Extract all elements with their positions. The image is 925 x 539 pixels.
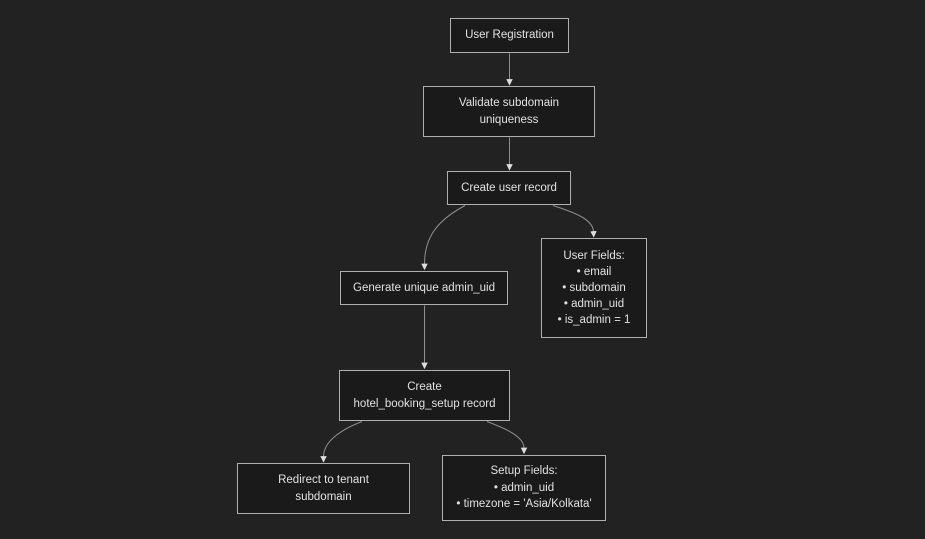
node-create-user-record bbox=[447, 171, 571, 205]
node-label-line: • timezone = 'Asia/Kolkata' bbox=[456, 498, 592, 511]
node-label-line: Validate subdomain bbox=[458, 97, 560, 109]
node-user-registration bbox=[450, 18, 569, 53]
node-label-line: • subdomain bbox=[562, 282, 626, 294]
node-generate-unique-admin-uid bbox=[340, 271, 508, 305]
node-label-line: Redirect to tenant bbox=[278, 474, 369, 486]
edge-create-user-record-to-user-fields bbox=[553, 206, 594, 232]
node-label-line: hotel_booking_setup record bbox=[353, 397, 496, 410]
edge-create-setup-record-to-setup-fields bbox=[487, 422, 524, 449]
node-user-fields bbox=[541, 238, 647, 338]
node-label-line: Generate unique admin_uid bbox=[353, 281, 495, 294]
node-create-hotel-booking-setup-record bbox=[339, 370, 510, 421]
node-setup-fields bbox=[442, 455, 606, 521]
node-label-line: • admin_uid bbox=[493, 481, 555, 494]
node-label-line: User Registration bbox=[465, 29, 554, 42]
node-label-line: Create user record bbox=[461, 181, 557, 194]
node-label-line: • admin_uid bbox=[563, 298, 625, 310]
node-redirect-to-tenant-subdomain bbox=[237, 463, 410, 514]
node-label-line: Setup Fields: bbox=[490, 465, 558, 478]
edge-create-user-record-to-generate-admin-uid bbox=[425, 206, 466, 265]
node-label-line: Create bbox=[407, 381, 442, 393]
node-label-line: uniqueness bbox=[479, 113, 539, 126]
node-label-line: User Fields: bbox=[563, 250, 625, 262]
node-label-line: • email bbox=[576, 266, 612, 278]
node-label-line: • is_admin = 1 bbox=[557, 314, 631, 326]
node-validate-subdomain-uniqueness bbox=[423, 86, 595, 137]
edge-create-setup-record-to-redirect-tenant bbox=[324, 422, 363, 457]
node-label-line: subdomain bbox=[295, 490, 352, 503]
